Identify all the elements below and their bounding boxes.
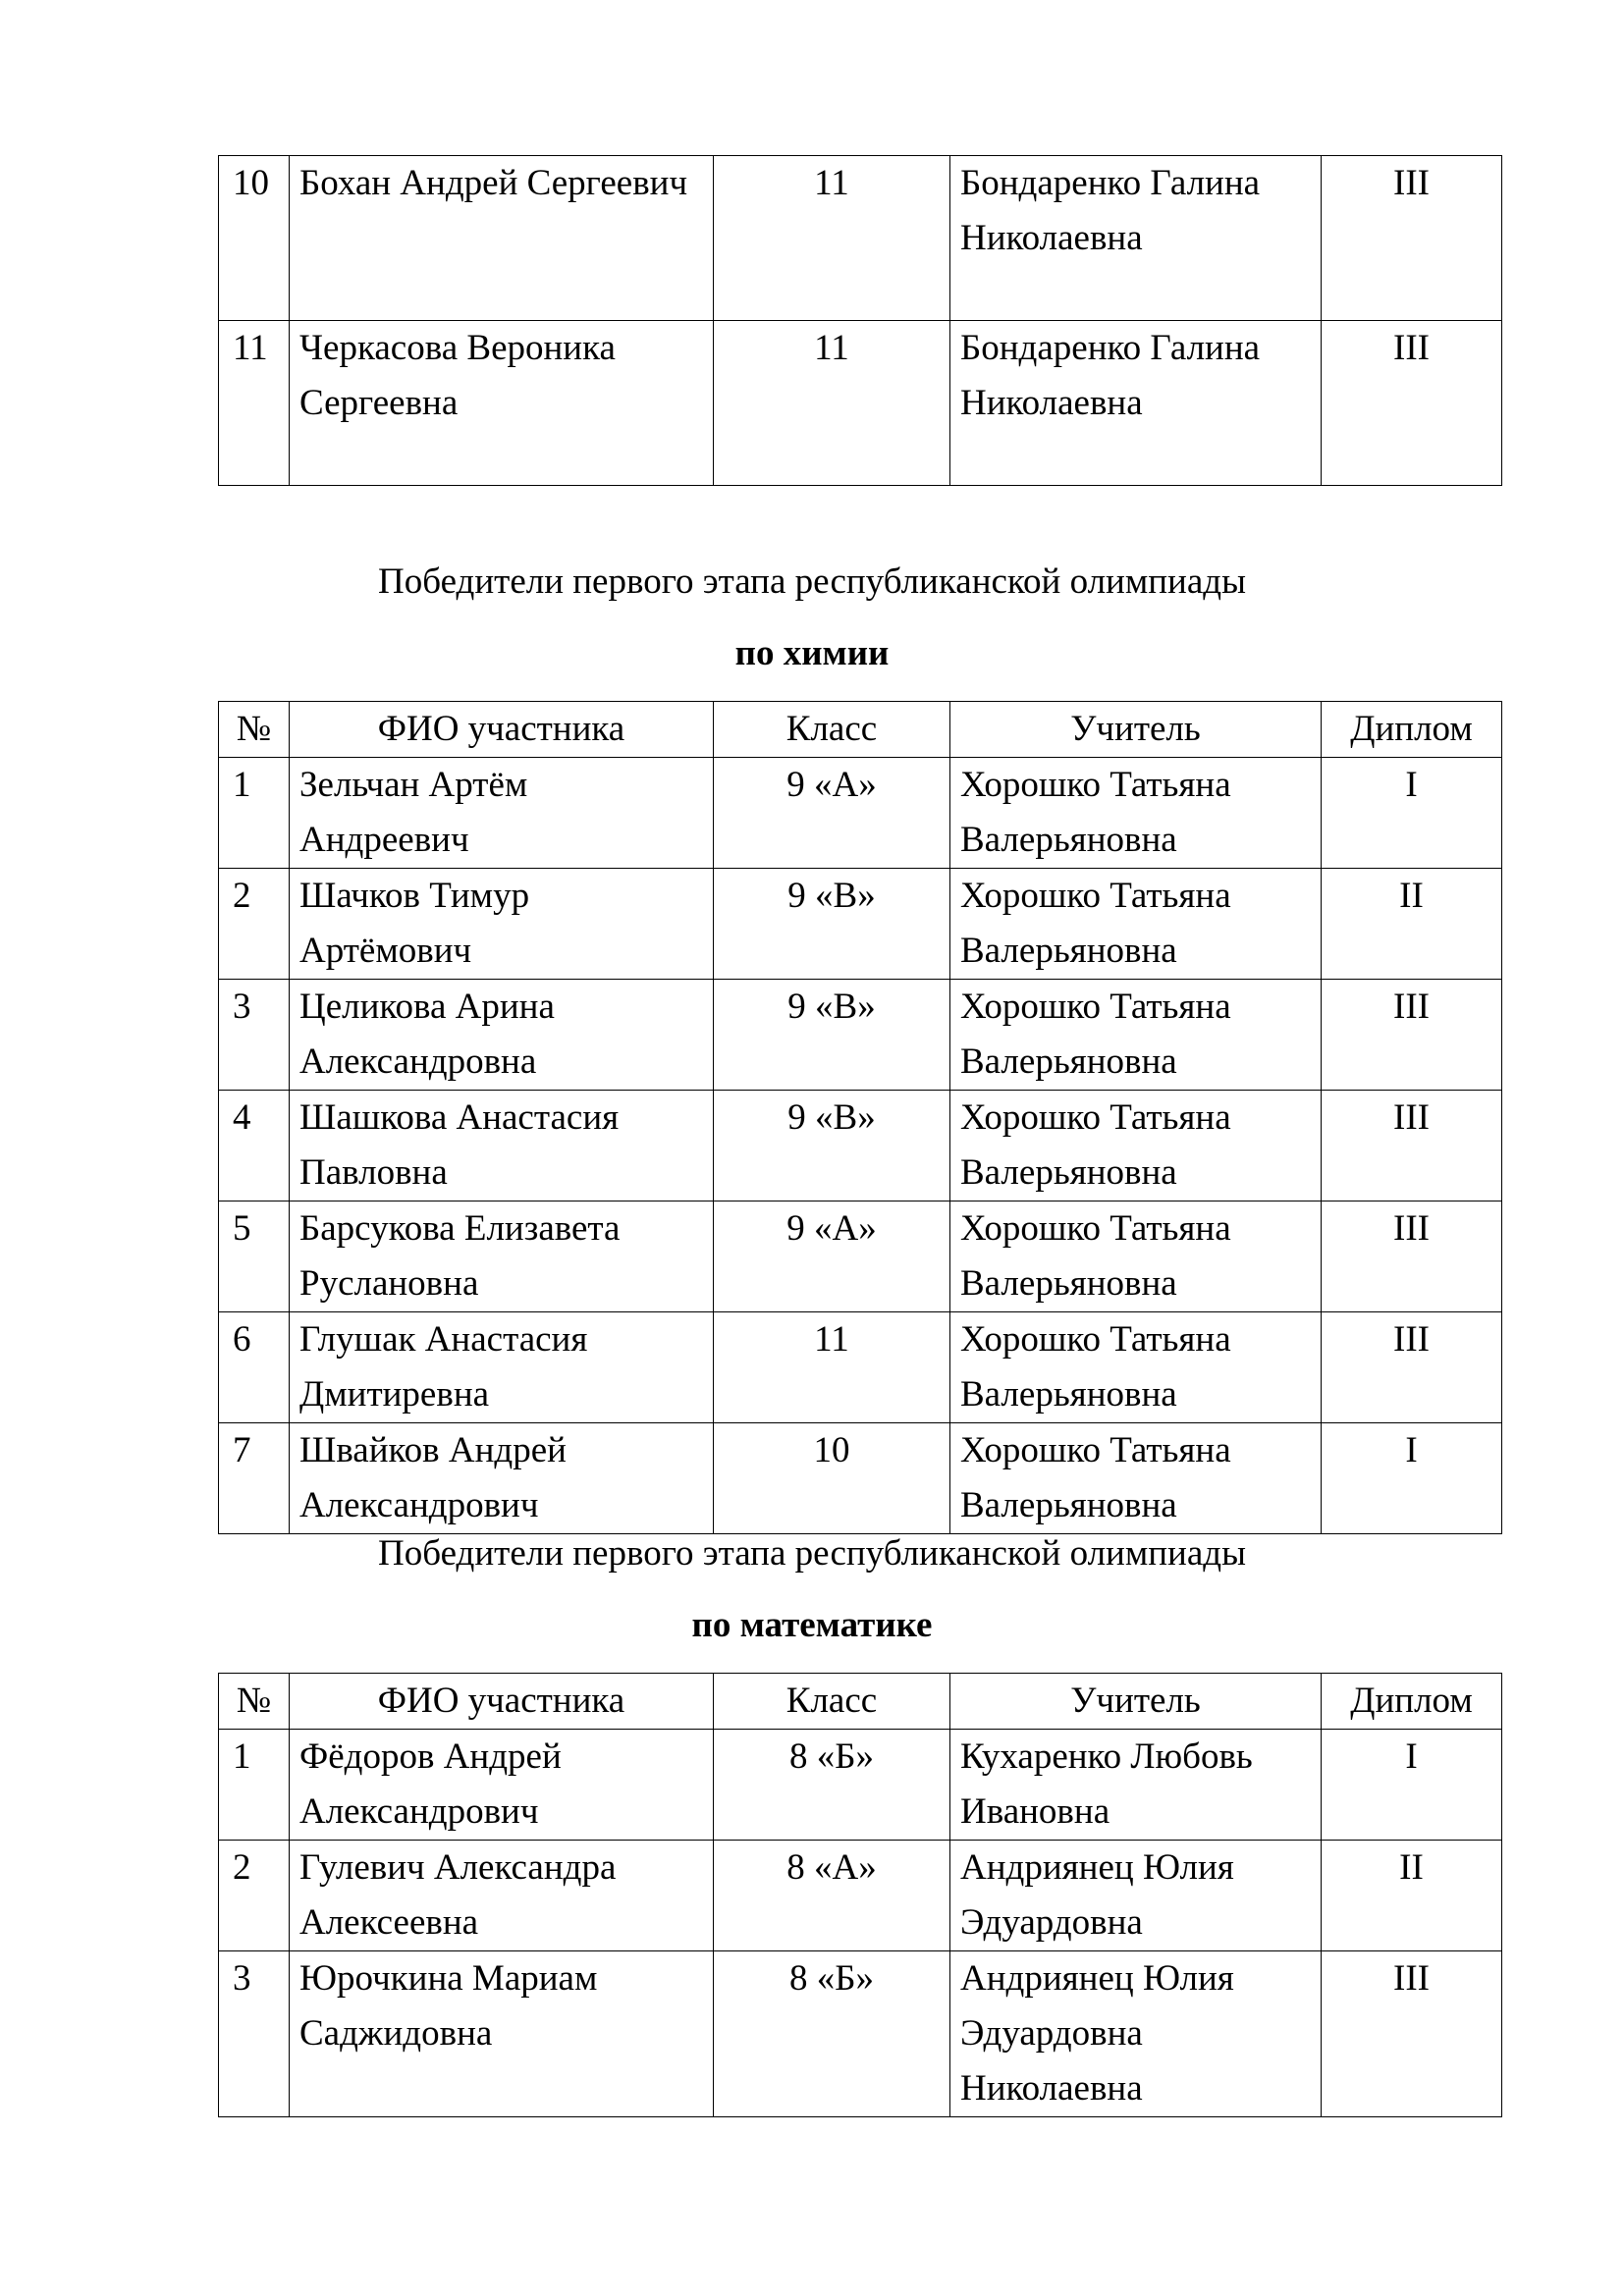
table-row [219, 1201, 1502, 1312]
teacher: Хорошко Татьяна Валерьяновна [950, 1201, 1322, 1312]
header-row [219, 702, 1502, 758]
table-row [219, 1423, 1502, 1534]
table-row [219, 980, 1502, 1091]
column-header-diploma: Диплом [1322, 702, 1502, 758]
diploma: III [1322, 1951, 1502, 2117]
table-row [219, 1730, 1502, 1841]
chemistry-table-body [219, 758, 1502, 1534]
participant-name: Шашкова Анастасия Павловна [290, 1091, 714, 1201]
math-heading: Победители первого этапа республиканской олимпиады [378, 1533, 1246, 1574]
participant-name: Зельчан Артём Андреевич [290, 758, 714, 869]
teacher: Бондаренко Галина Николаевна [950, 321, 1322, 486]
participant-name: Фёдоров Андрей Александрович [290, 1730, 714, 1841]
row-number: 3 [219, 1951, 290, 2117]
diploma: I [1322, 758, 1502, 869]
table-row [219, 758, 1502, 869]
table-row [219, 156, 1502, 321]
teacher: Хорошко Татьяна Валерьяновна [950, 758, 1322, 869]
diploma: III [1322, 321, 1502, 486]
column-header-teacher: Учитель [950, 702, 1322, 758]
table-row [219, 1951, 1502, 2117]
diploma: III [1322, 156, 1502, 321]
grade: 8 «Б» [714, 1730, 950, 1841]
row-number: 7 [219, 1423, 290, 1534]
table-row [219, 1091, 1502, 1201]
column-header-teacher: Учитель [950, 1674, 1322, 1730]
teacher: Хорошко Татьяна Валерьяновна [950, 1423, 1322, 1534]
grade: 9 «В» [714, 869, 950, 980]
grade: 9 «В» [714, 1091, 950, 1201]
chemistry-table-header [219, 702, 1502, 758]
grade: 11 [714, 321, 950, 486]
diploma: III [1322, 1312, 1502, 1423]
header-row [219, 1674, 1502, 1730]
math-table [218, 1673, 1502, 2117]
participant-name: Шачков Тимур Артёмович [290, 869, 714, 980]
teacher: Кухаренко Любовь Ивановна [950, 1730, 1322, 1841]
table-row [219, 321, 1502, 486]
math-subject: по математике [691, 1605, 933, 1645]
row-number: 10 [219, 156, 290, 321]
column-header-name: ФИО участника [290, 702, 714, 758]
diploma: III [1322, 1201, 1502, 1312]
teacher: Бондаренко Галина Николаевна [950, 156, 1322, 321]
table-row [219, 1841, 1502, 1951]
diploma: II [1322, 1841, 1502, 1951]
row-number: 11 [219, 321, 290, 486]
diploma: III [1322, 980, 1502, 1091]
participant-name: Юрочкина Мариам Саджидовна [290, 1951, 714, 2117]
column-header-diploma: Диплом [1322, 1674, 1502, 1730]
column-header-grade: Класс [714, 1674, 950, 1730]
grade: 11 [714, 1312, 950, 1423]
row-number: 6 [219, 1312, 290, 1423]
grade: 10 [714, 1423, 950, 1534]
diploma: III [1322, 1091, 1502, 1201]
math-table-body [219, 1730, 1502, 2117]
grade: 11 [714, 156, 950, 321]
teacher: Андриянец Юлия Эдуардовна Николаевна [950, 1951, 1322, 2117]
math-table-header [219, 1674, 1502, 1730]
row-number: 5 [219, 1201, 290, 1312]
participant-name: Черкасова Вероника Сергеевна [290, 321, 714, 486]
participant-name: Гулевич Александра Алексеевна [290, 1841, 714, 1951]
row-number: 1 [219, 1730, 290, 1841]
top-results-body [219, 156, 1502, 486]
grade: 9 «В» [714, 980, 950, 1091]
table-row [219, 869, 1502, 980]
column-header-grade: Класс [714, 702, 950, 758]
teacher: Хорошко Татьяна Валерьяновна [950, 1091, 1322, 1201]
participant-name: Бохан Андрей Сергеевич [290, 156, 714, 321]
chemistry-subject: по химии [734, 633, 890, 673]
column-header-number: № [219, 1674, 290, 1730]
chemistry-table [218, 701, 1502, 1534]
participant-name: Целикова Арина Александровна [290, 980, 714, 1091]
row-number: 2 [219, 869, 290, 980]
row-number: 3 [219, 980, 290, 1091]
row-number: 1 [219, 758, 290, 869]
grade: 8 «Б» [714, 1951, 950, 2117]
column-header-name: ФИО участника [290, 1674, 714, 1730]
diploma: II [1322, 869, 1502, 980]
teacher: Хорошко Татьяна Валерьяновна [950, 869, 1322, 980]
grade: 9 «А» [714, 758, 950, 869]
participant-name: Швайков Андрей Александрович [290, 1423, 714, 1534]
participant-name: Глушак Анастасия Дмитиревна [290, 1312, 714, 1423]
row-number: 2 [219, 1841, 290, 1951]
teacher: Андриянец Юлия Эдуардовна [950, 1841, 1322, 1951]
diploma: I [1322, 1730, 1502, 1841]
grade: 9 «А» [714, 1201, 950, 1312]
grade: 8 «А» [714, 1841, 950, 1951]
teacher: Хорошко Татьяна Валерьяновна [950, 980, 1322, 1091]
top-results-table [218, 155, 1502, 486]
participant-name: Барсукова Елизавета Руслановна [290, 1201, 714, 1312]
diploma: I [1322, 1423, 1502, 1534]
row-number: 4 [219, 1091, 290, 1201]
chemistry-heading: Победители первого этапа республиканской олимпиады [378, 561, 1246, 602]
table-row [219, 1312, 1502, 1423]
column-header-number: № [219, 702, 290, 758]
teacher: Хорошко Татьяна Валерьяновна [950, 1312, 1322, 1423]
